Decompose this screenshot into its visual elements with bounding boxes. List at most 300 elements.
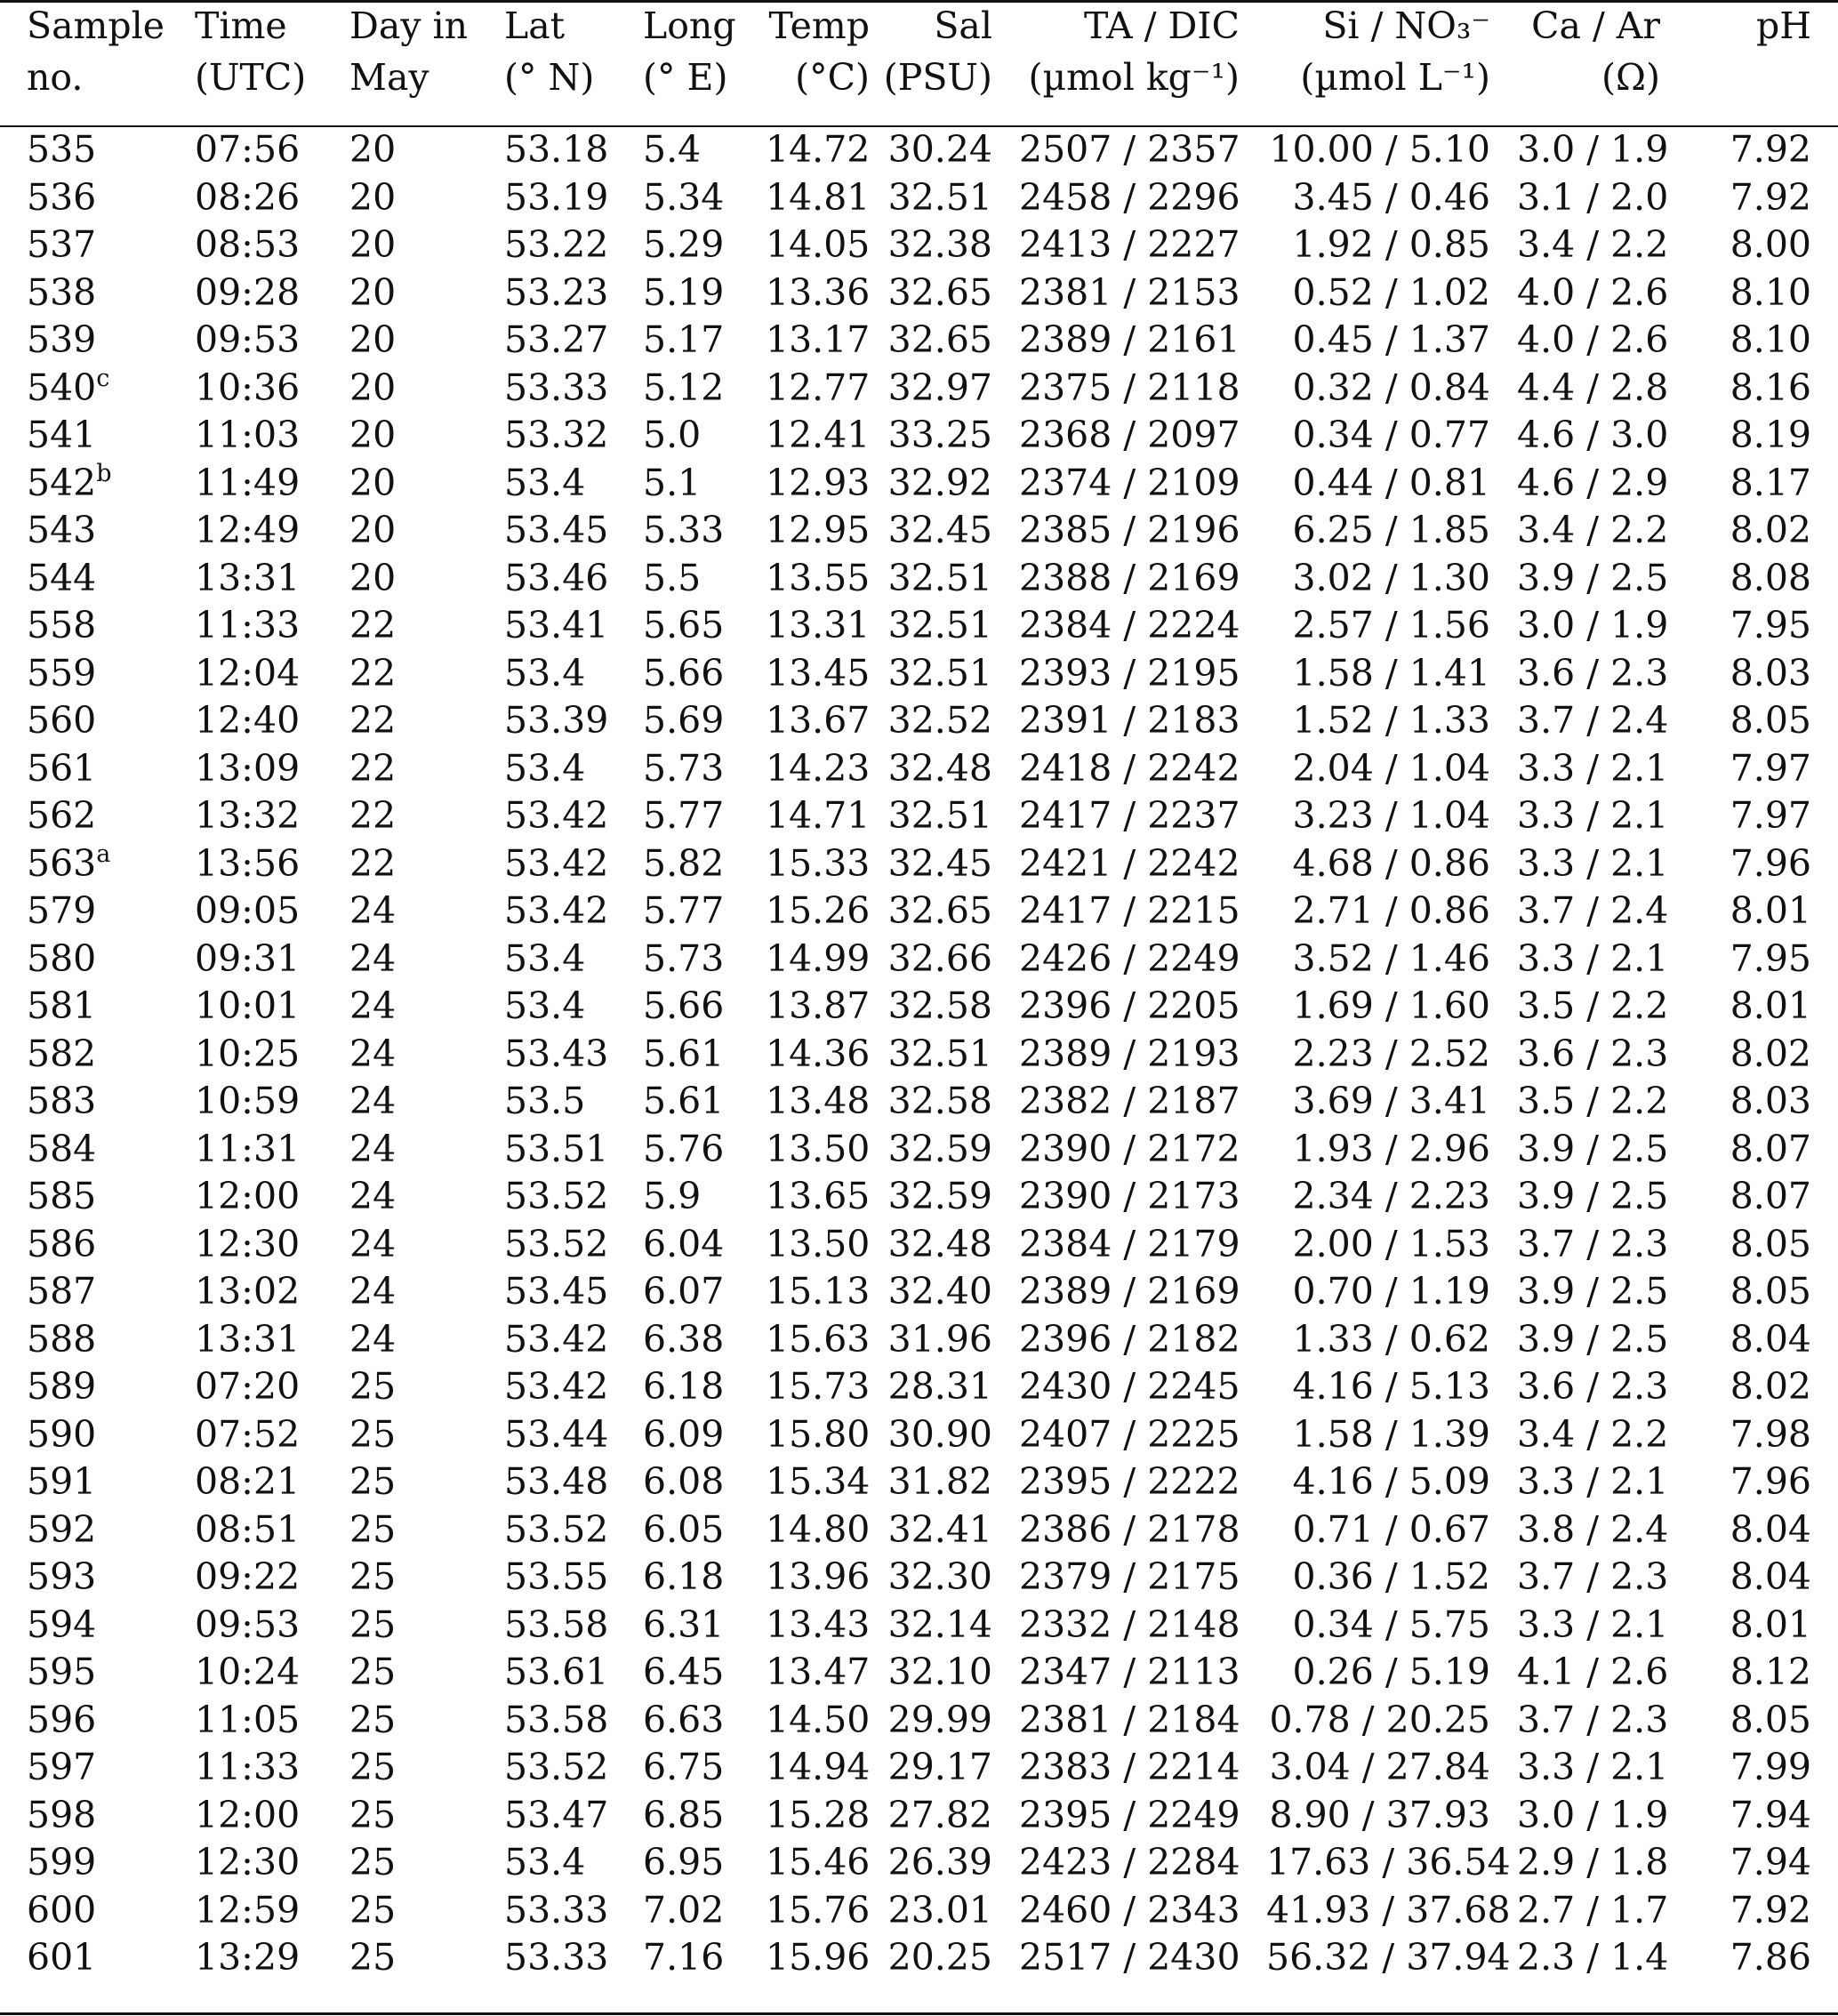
cell-sample: [0, 460, 195, 508]
cell-lat: [504, 1697, 643, 1745]
cell-lat: [504, 1221, 643, 1269]
cell-lat: [504, 1031, 643, 1079]
cell-sample: [0, 888, 195, 936]
cell-lat-value: 53.27: [504, 318, 609, 361]
table-row: [0, 1031, 1838, 1079]
cell-ca-ar: [1517, 1839, 1687, 1887]
cell-si-no3-value: 2.00 / 1.53: [1292, 1222, 1490, 1265]
cell-temp: [766, 1839, 870, 1887]
cell-ph-value: 7.95: [1730, 604, 1811, 647]
cell-sal-value: 32.51: [887, 556, 992, 599]
cell-ca-ar: [1517, 174, 1687, 222]
cell-ta-dic: [1019, 1411, 1266, 1459]
cell-day: [349, 983, 504, 1031]
cell-si-no3-value: 3.23 / 1.04: [1292, 794, 1490, 837]
cell-time: [195, 1363, 349, 1411]
cell-time: [195, 555, 349, 603]
cell-ph: [1687, 745, 1838, 793]
cell-ca-ar: [1517, 1316, 1687, 1364]
cell-si-no3: [1266, 1363, 1517, 1411]
cell-ta-dic-value: 2374 / 2109: [1019, 461, 1240, 504]
cell-lat: [504, 269, 643, 317]
cell-ta-dic: [1019, 1602, 1266, 1650]
cell-temp-value: 15.28: [766, 1793, 871, 1836]
cell-day: [349, 1268, 504, 1316]
cell-ca-ar-value: 2.9 / 1.8: [1517, 1841, 1669, 1883]
cell-sample-value: 599: [27, 1841, 97, 1883]
header-sal-line2: (PSU): [883, 56, 992, 99]
header-ta-dic-line1: TA / DIC: [1083, 4, 1240, 47]
cell-sample-value: 558: [27, 604, 97, 647]
cell-si-no3-value: 0.70 / 1.19: [1292, 1270, 1490, 1313]
cell-sample: [0, 412, 195, 460]
cell-sample-value: 593: [27, 1555, 97, 1598]
cell-ph-value: 8.07: [1730, 1127, 1811, 1170]
cell-long-value: 5.9: [643, 1175, 702, 1217]
cell-sal-value: 32.45: [887, 509, 992, 551]
cell-si-no3: [1266, 1792, 1517, 1840]
cell-long-value: 6.95: [643, 1841, 725, 1883]
cell-temp-value: 15.34: [766, 1460, 871, 1503]
cell-sal-value: 32.58: [887, 984, 992, 1027]
cell-long: [643, 1126, 766, 1174]
cell-si-no3: [1266, 697, 1517, 745]
cell-ca-ar-value: 3.9 / 2.5: [1517, 1127, 1669, 1170]
cell-lat: [504, 460, 643, 508]
cell-long: [643, 126, 766, 174]
cell-time: [195, 269, 349, 317]
table-row: [0, 792, 1838, 840]
cell-ph-value: 8.00: [1730, 223, 1811, 266]
cell-ph-value: 7.97: [1730, 794, 1811, 837]
cell-sample-value: 592: [27, 1507, 97, 1551]
cell-sal-value: 30.24: [887, 128, 992, 171]
cell-si-no3: [1266, 1031, 1517, 1079]
cell-sample-value: 538: [27, 270, 97, 314]
cell-si-no3: [1266, 983, 1517, 1031]
header-lat-line2: (° N): [504, 56, 595, 99]
cell-ph-value: 7.94: [1730, 1841, 1811, 1883]
header-ca-ar-line2: (Ω): [1601, 56, 1660, 99]
cell-time: [195, 126, 349, 174]
cell-ta-dic: [1019, 1078, 1266, 1126]
table-row: [0, 507, 1838, 555]
cell-sample: [0, 1839, 195, 1887]
table-row: [0, 317, 1838, 365]
footnote-marker: c: [96, 364, 110, 392]
cell-day: [349, 602, 504, 650]
cell-lat: [504, 792, 643, 840]
table-row: [0, 697, 1838, 745]
cell-lat-value: 53.4: [504, 746, 586, 790]
cell-sal-value: 32.92: [887, 461, 992, 504]
cell-sal-value: 28.31: [887, 1365, 992, 1408]
cell-ta-dic: [1019, 412, 1266, 460]
cell-ca-ar: [1517, 1221, 1687, 1269]
cell-si-no3-value: 1.58 / 1.39: [1292, 1412, 1490, 1456]
cell-sal: [870, 888, 1019, 936]
cell-ta-dic: [1019, 745, 1266, 793]
cell-long-value: 5.82: [643, 841, 725, 885]
cell-day-value: 25: [349, 1460, 397, 1503]
cell-lat-value: 53.43: [504, 1032, 609, 1075]
cell-day-value: 24: [349, 1175, 397, 1217]
cell-temp-value: 15.76: [766, 1888, 871, 1932]
cell-ph: [1687, 1602, 1838, 1650]
cell-ta-dic-value: 2426 / 2249: [1019, 936, 1240, 980]
cell-ph: [1687, 269, 1838, 317]
header-long: [643, 0, 766, 126]
cell-long: [643, 1554, 766, 1602]
cell-time-value: 10:59: [195, 1080, 301, 1122]
cell-time-value: 07:20: [195, 1365, 301, 1408]
table-row: [0, 126, 1838, 174]
cell-ph: [1687, 1173, 1838, 1221]
cell-sal-value: 32.59: [887, 1127, 992, 1170]
cell-sample-value: 581: [27, 984, 97, 1027]
cell-si-no3: [1266, 460, 1517, 508]
cell-long: [643, 1268, 766, 1316]
cell-time: [195, 1506, 349, 1554]
cell-temp-value: 15.46: [766, 1841, 871, 1883]
cell-time-value: 13:02: [195, 1270, 301, 1313]
cell-day-value: 25: [349, 1651, 397, 1693]
cell-ph: [1687, 1458, 1838, 1506]
cell-sal-value: 32.30: [887, 1555, 992, 1598]
cell-ca-ar: [1517, 1268, 1687, 1316]
header-si-no3-line1: Si / NO₃⁻: [1322, 4, 1490, 47]
table-row: [0, 650, 1838, 698]
cell-ca-ar: [1517, 365, 1687, 413]
cell-si-no3-value: 4.16 / 5.13: [1292, 1365, 1490, 1408]
cell-si-no3: [1266, 1173, 1517, 1221]
cell-time: [195, 507, 349, 555]
cell-long: [643, 1458, 766, 1506]
cell-temp: [766, 460, 870, 508]
cell-sal: [870, 792, 1019, 840]
cell-ta-dic-value: 2390 / 2172: [1019, 1127, 1240, 1170]
cell-ph-value: 8.03: [1730, 651, 1811, 695]
cell-ta-dic-value: 2379 / 2175: [1019, 1555, 1240, 1598]
cell-day-value: 22: [349, 699, 397, 742]
cell-day-value: 20: [349, 270, 397, 314]
cell-day-value: 25: [349, 1698, 397, 1741]
header-lat: [504, 0, 643, 126]
cell-ta-dic-value: 2385 / 2196: [1019, 509, 1240, 551]
cell-lat: [504, 1887, 643, 1935]
table-row: [0, 745, 1838, 793]
cell-ca-ar-value: 3.3 / 2.1: [1517, 936, 1669, 980]
cell-ca-ar-value: 3.4 / 2.2: [1517, 509, 1669, 551]
cell-sal-value: 32.65: [887, 270, 992, 314]
cell-long: [643, 174, 766, 222]
cell-time: [195, 1031, 349, 1079]
cell-si-no3: [1266, 888, 1517, 936]
cell-day-value: 25: [349, 1888, 397, 1932]
cell-ph: [1687, 555, 1838, 603]
table-row: [0, 1126, 1838, 1174]
cell-si-no3: [1266, 126, 1517, 174]
cell-lat-value: 53.45: [504, 1270, 609, 1313]
table-row: [0, 555, 1838, 603]
cell-lat-value: 53.4: [504, 1841, 586, 1883]
cell-ta-dic-value: 2393 / 2195: [1019, 651, 1240, 695]
cell-ca-ar: [1517, 840, 1687, 888]
cell-long-value: 6.07: [643, 1270, 725, 1313]
cell-lat: [504, 174, 643, 222]
cell-long-value: 5.0: [643, 414, 702, 456]
cell-time: [195, 1697, 349, 1745]
cell-si-no3-value: 3.52 / 1.46: [1292, 936, 1490, 980]
cell-ph: [1687, 602, 1838, 650]
cell-ca-ar: [1517, 1458, 1687, 1506]
cell-sal: [870, 1506, 1019, 1554]
cell-si-no3: [1266, 555, 1517, 603]
cell-ca-ar: [1517, 888, 1687, 936]
cell-temp-value: 15.26: [766, 889, 871, 932]
cell-long-value: 5.77: [643, 794, 725, 837]
cell-ph: [1687, 792, 1838, 840]
cell-day-value: 24: [349, 1032, 397, 1075]
cell-ta-dic-value: 2395 / 2222: [1019, 1460, 1240, 1503]
cell-ca-ar-value: 3.6 / 2.3: [1517, 651, 1669, 695]
cell-long-value: 5.5: [643, 556, 702, 599]
cell-ph-value: 8.04: [1730, 1555, 1811, 1598]
cell-ca-ar: [1517, 1602, 1687, 1650]
cell-ta-dic-value: 2389 / 2193: [1019, 1032, 1240, 1075]
cell-temp: [766, 126, 870, 174]
cell-day-value: 24: [349, 889, 397, 932]
cell-ta-dic-value: 2396 / 2205: [1019, 984, 1240, 1027]
cell-day: [349, 126, 504, 174]
cell-ta-dic: [1019, 936, 1266, 984]
cell-sample-value: 589: [27, 1365, 97, 1408]
cell-ph-value: 8.10: [1730, 318, 1811, 361]
cell-time: [195, 697, 349, 745]
cell-ca-ar-value: 3.3 / 2.1: [1517, 1460, 1669, 1503]
cell-ph-value: 7.99: [1730, 1746, 1811, 1788]
cell-si-no3: [1266, 317, 1517, 365]
cell-ca-ar-value: 3.9 / 2.5: [1517, 1317, 1669, 1361]
cell-si-no3: [1266, 412, 1517, 460]
cell-long-value: 6.38: [643, 1317, 725, 1361]
cell-long: [643, 888, 766, 936]
cell-ca-ar: [1517, 1887, 1687, 1935]
cell-temp: [766, 1792, 870, 1840]
cell-sal: [870, 1649, 1019, 1697]
header-row: [0, 0, 1838, 126]
cell-si-no3: [1266, 1458, 1517, 1506]
cell-ca-ar: [1517, 936, 1687, 984]
cell-sal: [870, 650, 1019, 698]
cell-si-no3-value: 1.92 / 0.85: [1292, 223, 1490, 266]
cell-temp: [766, 697, 870, 745]
cell-lat-value: 53.32: [504, 414, 609, 456]
cell-ph-value: 8.05: [1730, 1222, 1811, 1265]
cell-sal: [870, 1126, 1019, 1174]
table-row: [0, 1934, 1838, 1982]
cell-lat-value: 53.18: [504, 128, 609, 171]
cell-ta-dic: [1019, 1126, 1266, 1174]
header-temp-line1: Temp: [768, 4, 870, 47]
cell-sample-value: 590: [27, 1412, 97, 1456]
header-day-line1: Day in: [349, 4, 469, 47]
cell-time-value: 12:04: [195, 651, 301, 695]
cell-long: [643, 745, 766, 793]
cell-ph: [1687, 1649, 1838, 1697]
cell-long: [643, 1173, 766, 1221]
cell-ta-dic-value: 2417 / 2215: [1019, 889, 1240, 932]
cell-day: [349, 365, 504, 413]
cell-sample-value: 591: [27, 1460, 97, 1503]
cell-time: [195, 1744, 349, 1792]
cell-ph-value: 7.96: [1730, 1460, 1811, 1503]
cell-temp-value: 13.67: [766, 699, 871, 742]
cell-lat-value: 53.42: [504, 794, 609, 837]
cell-lat-value: 53.42: [504, 1317, 609, 1361]
cell-ph: [1687, 697, 1838, 745]
cell-sample: [0, 1744, 195, 1792]
cell-temp-value: 14.23: [766, 746, 871, 790]
cell-ca-ar: [1517, 1363, 1687, 1411]
cell-sample-value: 539: [27, 318, 97, 361]
cell-ca-ar-value: 4.0 / 2.6: [1517, 270, 1669, 314]
cell-ta-dic: [1019, 650, 1266, 698]
cell-time: [195, 1268, 349, 1316]
cell-lat: [504, 650, 643, 698]
cell-si-no3-value: 3.45 / 0.46: [1292, 175, 1490, 219]
cell-sal: [870, 460, 1019, 508]
cell-ca-ar: [1517, 1697, 1687, 1745]
cell-ca-ar-value: 4.0 / 2.6: [1517, 318, 1669, 361]
cell-temp-value: 15.13: [766, 1270, 871, 1313]
cell-time: [195, 460, 349, 508]
cell-time-value: 10:24: [195, 1651, 301, 1693]
cell-day-value: 20: [349, 414, 397, 456]
cell-time: [195, 650, 349, 698]
cell-temp: [766, 792, 870, 840]
table-row: [0, 1792, 1838, 1840]
cell-long: [643, 650, 766, 698]
cell-ca-ar: [1517, 1078, 1687, 1126]
cell-lat-value: 53.58: [504, 1698, 609, 1741]
cell-temp: [766, 1697, 870, 1745]
cell-time: [195, 221, 349, 269]
cell-day: [349, 1316, 504, 1364]
header-sample-line2: no.: [27, 56, 84, 99]
cell-ta-dic: [1019, 1554, 1266, 1602]
cell-time-value: 12:49: [195, 509, 301, 551]
cell-sal-value: 32.51: [887, 604, 992, 647]
cell-ph: [1687, 1411, 1838, 1459]
cell-si-no3-value: 4.16 / 5.09: [1292, 1460, 1490, 1503]
cell-time-value: 10:25: [195, 1032, 301, 1075]
cell-ta-dic: [1019, 1887, 1266, 1935]
cell-ta-dic-value: 2388 / 2169: [1019, 556, 1240, 599]
cell-sal-value: 30.90: [887, 1412, 992, 1456]
cell-day: [349, 174, 504, 222]
cell-si-no3-value: 0.45 / 1.37: [1292, 318, 1490, 361]
table-row: [0, 840, 1838, 888]
cell-ta-dic-value: 2391 / 2183: [1019, 699, 1240, 742]
cell-time-value: 07:52: [195, 1412, 301, 1456]
cell-day: [349, 1792, 504, 1840]
cell-ph: [1687, 412, 1838, 460]
cell-ta-dic: [1019, 1363, 1266, 1411]
cell-ta-dic-value: 2332 / 2148: [1019, 1602, 1240, 1646]
header-sample: [0, 0, 195, 126]
cell-time-value: 10:36: [195, 365, 301, 409]
cell-si-no3: [1266, 1602, 1517, 1650]
cell-ph: [1687, 1839, 1838, 1887]
cell-long-value: 5.61: [643, 1032, 725, 1075]
cell-long: [643, 269, 766, 317]
cell-day: [349, 1554, 504, 1602]
cell-ca-ar-value: 3.3 / 2.1: [1517, 794, 1669, 837]
table-body: [0, 126, 1838, 1982]
cell-lat: [504, 221, 643, 269]
cell-temp: [766, 602, 870, 650]
cell-lat: [504, 602, 643, 650]
cell-si-no3: [1266, 1268, 1517, 1316]
cell-ca-ar: [1517, 269, 1687, 317]
cell-temp-value: 12.41: [766, 414, 871, 456]
cell-ta-dic: [1019, 460, 1266, 508]
cell-day: [349, 1173, 504, 1221]
cell-long-value: 5.77: [643, 889, 725, 932]
cell-ca-ar: [1517, 697, 1687, 745]
cell-sample-value: 582: [27, 1032, 97, 1075]
cell-sal-value: 32.14: [887, 1602, 992, 1646]
cell-sample: [0, 1173, 195, 1221]
cell-time-value: 13:32: [195, 794, 301, 837]
cell-ph-value: 7.92: [1730, 175, 1811, 219]
cell-time-value: 11:49: [195, 461, 301, 504]
cell-ph: [1687, 1078, 1838, 1126]
cell-ta-dic: [1019, 1934, 1266, 1982]
cell-time-value: 12:40: [195, 699, 301, 742]
cell-ta-dic: [1019, 1316, 1266, 1364]
table-row: [0, 1887, 1838, 1935]
cell-si-no3: [1266, 1839, 1517, 1887]
cell-sal: [870, 555, 1019, 603]
cell-sal: [870, 1887, 1019, 1935]
cell-ca-ar: [1517, 1934, 1687, 1982]
cell-time-value: 09:28: [195, 270, 301, 314]
cell-temp: [766, 507, 870, 555]
cell-day-value: 20: [349, 556, 397, 599]
cell-time-value: 13:31: [195, 1317, 301, 1361]
cell-ph: [1687, 1031, 1838, 1079]
cell-day-value: 20: [349, 461, 397, 504]
header-ca-ar-line1: Ca / Ar: [1531, 4, 1660, 47]
cell-temp: [766, 745, 870, 793]
cell-lat-value: 53.61: [504, 1651, 609, 1693]
cell-ta-dic: [1019, 1458, 1266, 1506]
cell-lat-value: 53.42: [504, 841, 609, 885]
cell-lat-value: 53.52: [504, 1746, 609, 1788]
table-row: [0, 1839, 1838, 1887]
cell-long-value: 5.69: [643, 699, 725, 742]
cell-long: [643, 1744, 766, 1792]
header-temp-line2: (°C): [795, 56, 870, 99]
cell-sal: [870, 365, 1019, 413]
cell-ta-dic: [1019, 1173, 1266, 1221]
header-long-line1: Long: [643, 4, 736, 47]
cell-ph-value: 7.95: [1730, 936, 1811, 980]
cell-ca-ar-value: 2.7 / 1.7: [1517, 1888, 1669, 1932]
cell-ca-ar: [1517, 126, 1687, 174]
